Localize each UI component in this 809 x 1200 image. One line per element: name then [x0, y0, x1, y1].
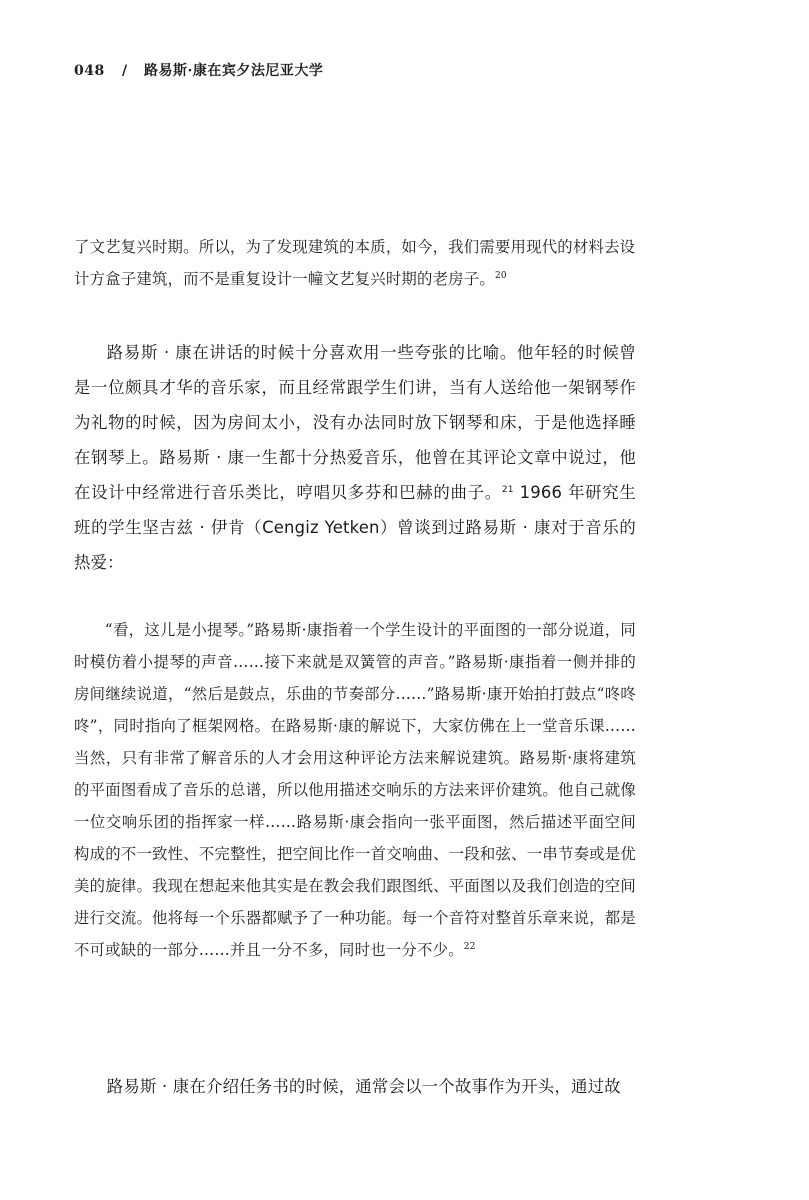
paragraph-block-quote: [74, 614, 636, 966]
footnote-ref-22: 22: [463, 942, 476, 952]
paragraph-quote-continuation: [74, 231, 636, 295]
paragraph-text: 路易斯 · 康在讲话的时候十分喜欢用一些夸张的比喻。他年轻的时候曾是一位颇具才华的音乐家，而且经常跟学生们讲，当有人送给他一架钢琴作为礼物的时候，因为房间太小，没有办法同时放下钢琴和床，于是他选择睡在钢琴上。路易斯 · 康一生都十分热爱音乐，他曾在其评论文章中说过，他在设计中经常进行音乐类比，哼唱贝多芬和巴赫的曲子。: [74, 343, 636, 502]
footnote-ref-21: 21: [501, 485, 514, 495]
page-number: 048: [74, 63, 105, 79]
paragraph-body-music: [74, 335, 636, 580]
paragraph-body-brief: [74, 1069, 636, 1104]
paragraph-text: 了文艺复兴时期。所以，为了发现建筑的本质，如今，我们需要用现代的材料去设计方盒子建筑，而不是重复设计一幢文艺复兴时期的老房子。: [74, 238, 636, 288]
book-title: 路易斯·康在宾夕法尼亚大学: [144, 63, 324, 79]
paragraph-text-continued: 1966 年研究生班的学生坚吉兹 · 伊肯（Cengiz Yetken）曾谈到过路易斯 · 康对于音乐的热爱：: [74, 483, 636, 572]
paragraph-text: 路易斯 · 康在介绍任务书的时候，通常会以一个故事作为开头，通过故: [106, 1077, 621, 1096]
paragraph-text: “看，这儿是小提琴。”路易斯·康指着一个学生设计的平面图的一部分说道，同时模仿着小提琴的声音……接下来就是双簧管的声音。”路易斯·康指着一侧并排的房间继续说道，“然后是鼓点，乐曲的节奏部分……”路易斯·康开始拍打鼓点“咚咚咚”，同时指向了框架网格。在路易斯·康的解说下，大家仿佛在上一堂音乐课……当然，只有非常了解音乐的人才会用这种评论方法来解说建筑。路易斯·康将建筑的平面图看成了音乐的总谱，所以他用描述交响乐的方法来评价建筑。他自己就像一位交响乐团的指挥家一样……路易斯·康会指向一张平面图，然后描述平面空间构成的不一致性、不完整性，把空间比作一首交响曲、一段和弦、一串节奏或是优美的旋律。我现在想起来他其实是在教会我们跟图纸、平面图以及我们创造的空间进行交流。他将每一个乐器都赋予了一种功能。每一个音符对整首乐章来说，都是不可或缺的一部分……并且一分不多，同时也一分不少。: [74, 621, 636, 959]
running-header: [74, 60, 323, 80]
footnote-ref-20: 20: [494, 271, 507, 281]
header-separator: /: [122, 63, 128, 79]
